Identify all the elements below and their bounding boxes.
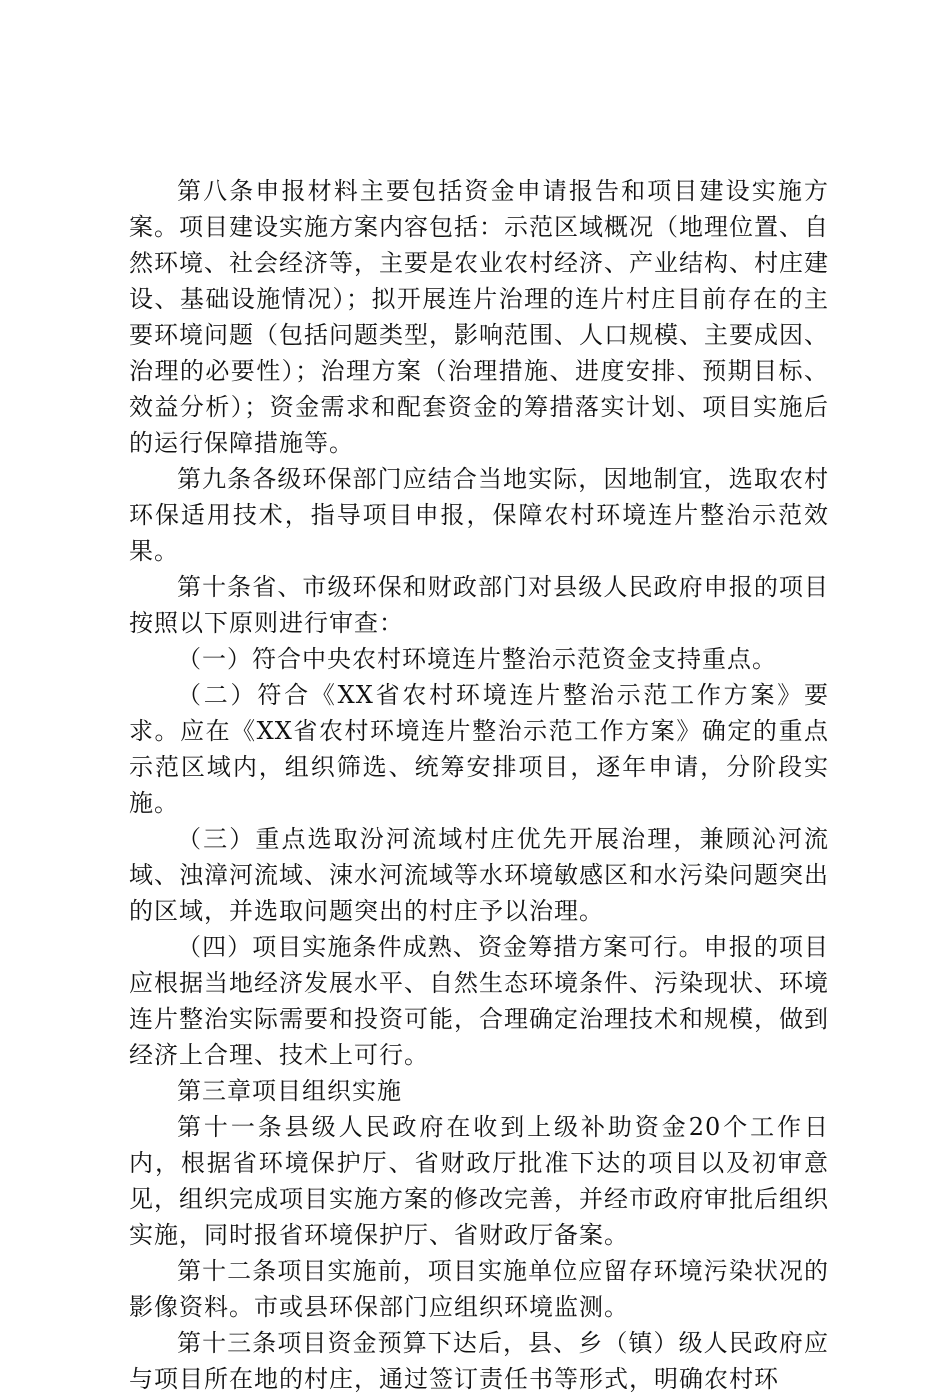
document-body [129,173,829,1397]
principle-2-paragraph: （二）符合《XX省农村环境连片整治示范工作方案》要求。应在《XX省农村环境连片整治示范工作方案》确定的重点示范区域内，组织筛选、统筹安排项目，逐年申请，分阶段实施。 [129,681,829,817]
chapter-3-heading: 第三章项目组织实施 [177,1077,402,1105]
article-13-paragraph: 第十三条项目资金预算下达后，县、乡（镇）级人民政府应与项目所在地的村庄，通过签订责任书等形式，明确农村环 [129,1329,829,1393]
principle-3-paragraph: （三）重点选取汾河流域村庄优先开展治理，兼顾沁河流域、浊漳河流域、涑水河流域等水环境敏感区和水污染问题突出的区域，并选取问题突出的村庄予以治理。 [129,825,829,925]
article-12-paragraph: 第十二条项目实施前，项目实施单位应留存环境污染状况的影像资料。市或县环保部门应组织环境监测。 [129,1257,829,1321]
article-8-paragraph: 第八条申报材料主要包括资金申请报告和项目建设实施方案。项目建设实施方案内容包括：示范区域概况（地理位置、自然环境、社会经济等，主要是农业农村经济、产业结构、村庄建设、基础设施情况）；拟开展连片治理的连片村庄目前存在的主要环境问题（包括问题类型，影响范围、人口规模、主要成因、治理的必要性）；治理方案（治理措施、进度安排、预期目标、效益分析）；资金需求和配套资金的筹措落实计划、项目实施后的运行保障措施等。 [129,177,829,457]
article-10-paragraph: 第十条省、市级环保和财政部门对县级人民政府申报的项目按照以下原则进行审查： [129,573,829,637]
principle-1-paragraph: （一）符合中央农村环境连片整治示范资金支持重点。 [177,645,777,673]
article-9-paragraph: 第九条各级环保部门应结合当地实际，因地制宜，选取农村环保适用技术，指导项目申报，保障农村环境连片整治示范效果。 [129,465,829,565]
article-11-paragraph: 第十一条县级人民政府在收到上级补助资金20个工作日内，根据省环境保护厅、省财政厅批准下达的项目以及初审意见，组织完成项目实施方案的修改完善，并经市政府审批后组织实施，同时报省环境保护厅、省财政厅备案。 [129,1113,829,1249]
principle-4-paragraph: （四）项目实施条件成熟、资金筹措方案可行。申报的项目应根据当地经济发展水平、自然生态环境条件、污染现状、环境连片整治实际需要和投资可能，合理确定治理技术和规模，做到经济上合理、技术上可行。 [129,933,829,1069]
